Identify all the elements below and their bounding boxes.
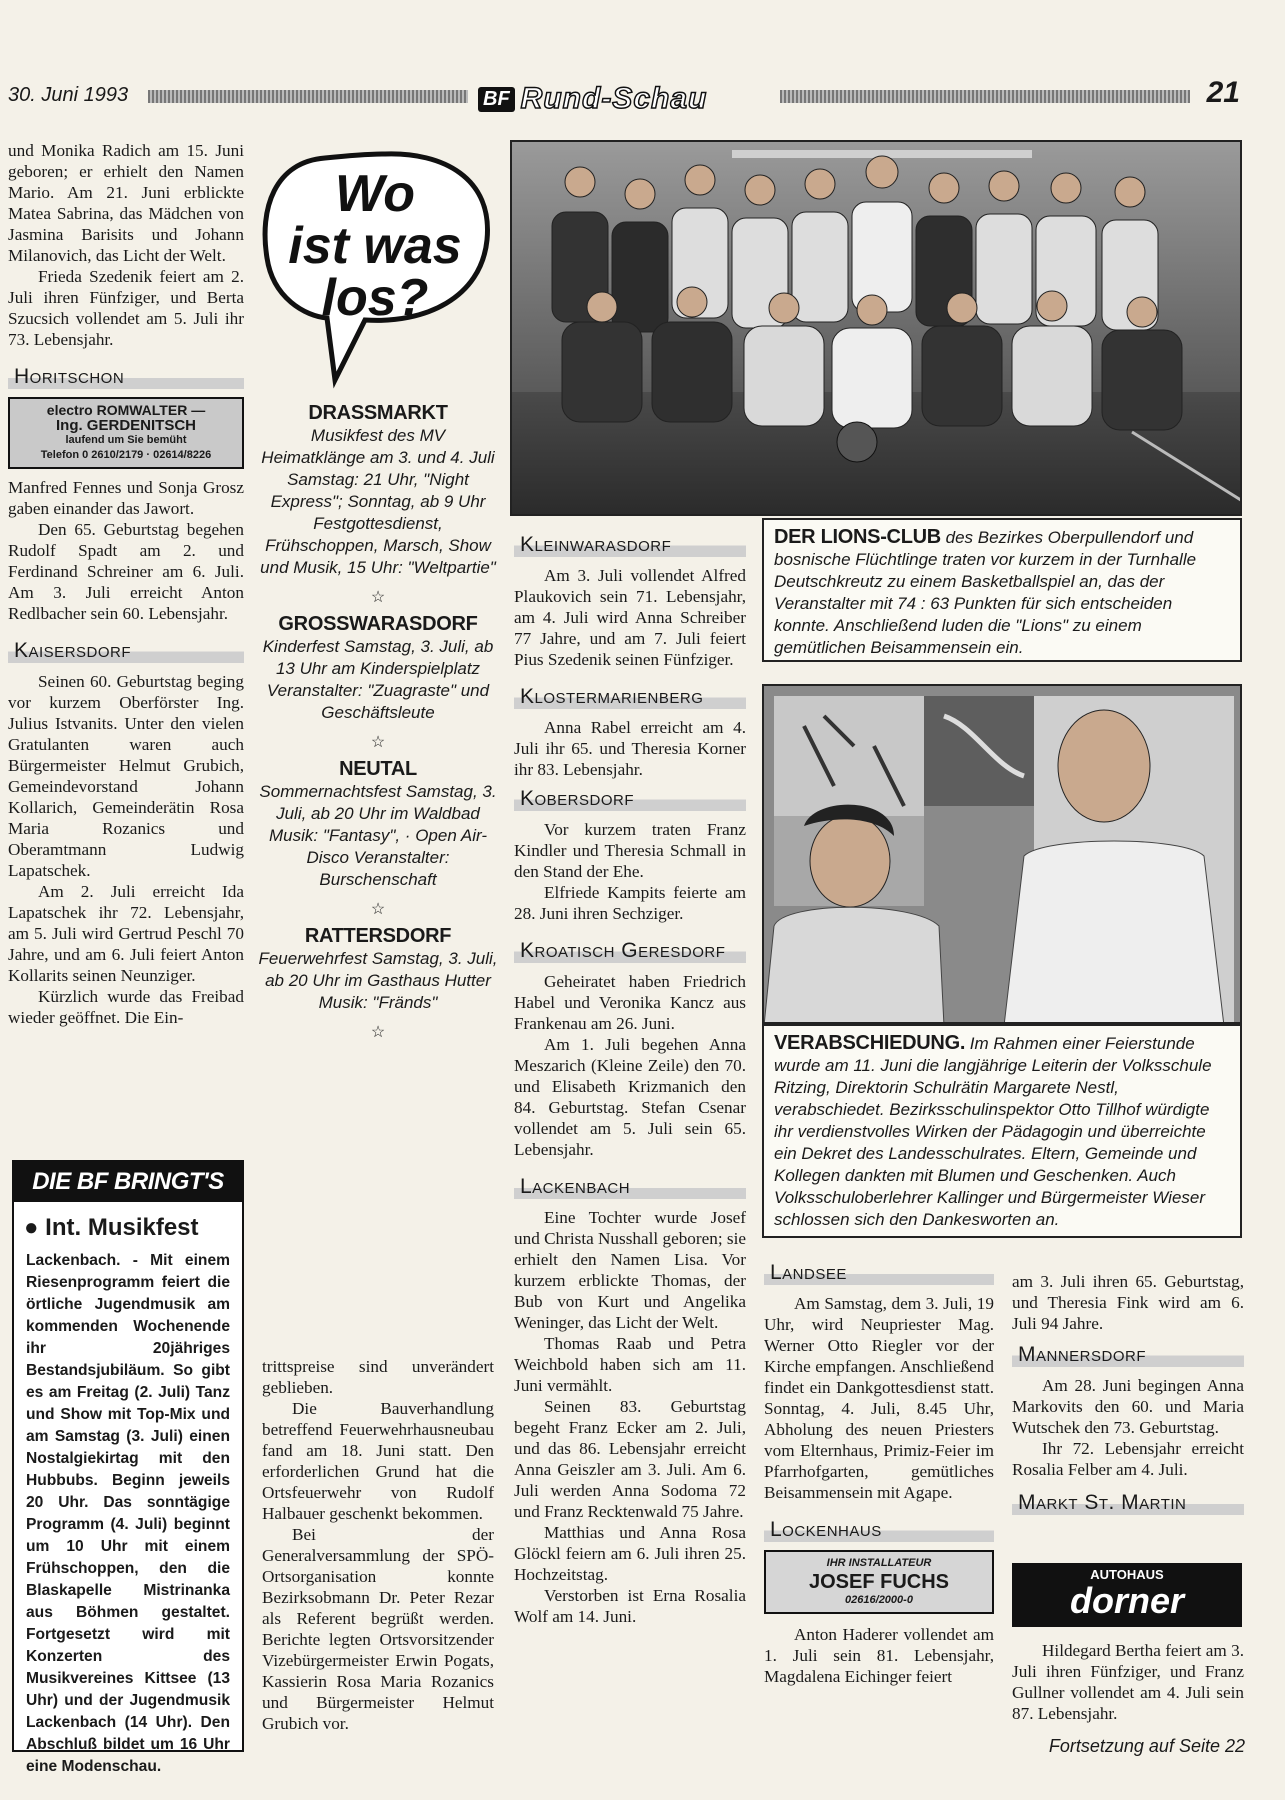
continued-note: Fortsetzung auf Seite 22 — [1048, 1736, 1245, 1756]
article-text: Am 2. Juli erreicht Ida Lapatschek ihr 72. Lebensjahr, am 5. Juli wird Gertrud Peschl 70 Jahre, und am 6. Juli feiert Anton Kollarits seinen Neunziger. — [8, 882, 244, 985]
article-text: Elfriede Kampits feierte am 28. Juni ihren Sechziger. — [514, 883, 746, 923]
article-text: Matthias und Anna Rosa Glöckl feiern am 6. Juli ihren 25. Hochzeitstag. — [514, 1523, 746, 1584]
article-text: Seinen 83. Geburtstag begeht Franz Ecker am 2. Juli, und das 86. Lebensjahr erreicht Anna Geiszler am 3. Juli. Am 6. Juli werden Anna Sodoma 72 und Franz Recktenwald 75 Jahre. — [514, 1397, 746, 1521]
caption-text: Im Rahmen einer Feierstunde wurde am 11. Juni die langjährige Leiterin der Volksschule Ritzing, Direktorin Schulrätin Margarete Nestl, verabschiedet. Bezirksschulinspektor Otto Tillhof würdigte ihr verdienstvolles Wirken der Pädagogin und überreichte ein Dekret des Landesschulrates. Eltern, Gemeinde und Kollegen dankten mit Blumen und Geschenken. Auch Volksschuloberlehrer Kallinger und Bürgermeister Wieser schlossen sich den Dankesworten an. — [774, 1034, 1212, 1229]
article-text: Thomas Raab und Petra Weichbold haben sich am 11. Juni vermählt. — [514, 1334, 746, 1395]
subtitle-text: Int. Musikfest — [45, 1214, 199, 1241]
star-icon: ☆ — [370, 1024, 386, 1041]
article-text: am 3. Juli ihren 65. Geburtstag, und Theresia Fink wird am 6. Juli 94 Jahre. — [1012, 1272, 1244, 1333]
section-heading-lackenbach: Lackenbach — [514, 1174, 746, 1199]
event-title: RATTERSDORF — [304, 925, 452, 947]
section-heading-horitschon: Horitschon — [8, 364, 244, 389]
star-icon: ☆ — [370, 589, 386, 606]
event-body: Kinderfest Samstag, 3. Juli, ab 13 Uhr am Kinderspielplatz Veranstalter: "Zuagraste" und Geschäftsleute — [262, 637, 494, 722]
article-text: Hildegard Bertha feiert am 3. Juli ihren Fünfziger, und Franz Gullner vollendet am 4. Juli sein 87. Lebensjahr. — [1012, 1641, 1244, 1723]
bubble-line: Wo — [335, 165, 415, 223]
event-title: DRASSMARKT — [308, 402, 448, 424]
article-text: Anna Rabel erreicht am 4. Juli ihr 65. und Theresia Korner ihr 83. Lebensjahr. — [514, 718, 746, 779]
event-title: NEUTAL — [339, 758, 417, 780]
article-text: Eine Tochter wurde Josef und Christa Nusshall geboren; sie erhielt den Namen Lisa. Vor kurzem erblickte Thomas, der Bub von Kurt und Angelika Weninger, das Licht der Welt. — [514, 1208, 746, 1332]
caption-farewell — [762, 1024, 1242, 1238]
speech-bubble-text — [260, 165, 490, 327]
section-heading-klostermarienberg: Klostermarienberg — [514, 684, 746, 709]
article-text: Anton Haderer vollendet am 1. Juli sein 81. Lebensjahr, Magdalena Eichinger feiert — [764, 1625, 994, 1686]
article-text: Frieda Szedenik feiert am 2. Juli ihren Fünfziger, und Berta Szucsich vollendet am 5. Juli ihr 73. Lebensjahr. — [8, 267, 244, 349]
ad-line: IHR INSTALLATEUR — [826, 1557, 932, 1569]
ad-electro-romwalter — [8, 397, 244, 469]
article-text: Bei der Generalversammlung der SPÖ-Ortsorganisation konnte Bezirksobmann Dr. Peter Rezar als Referent begrüßt werden. Berichte legten Ortsvorsitzender Vizebürgermeister Erwin Pogats, Kassierin Rosa Maria Rozanics und Bürgermeister Helmut Grubich vor. — [262, 1525, 494, 1733]
article-text: Seinen 60. Geburtstag beging vor kurzem Oberförster Ing. Julius Istvanits. Unter den vielen Gratulanten waren auch Bürgermeister Helmut Grubich, Gemeindevorstand Johann Kollarich, Gemeinderätin Rosa Maria Rozanics und Oberamtmann Ludwig Lapatschek. — [8, 672, 244, 880]
photo-basketball-team — [510, 140, 1242, 516]
photo-farewell — [762, 684, 1242, 1024]
photo-farewell-image — [764, 686, 1242, 1024]
article-text: Verstorben ist Erna Rosalia Wolf am 14. Juni. — [514, 1586, 746, 1626]
ad-line: AUTOHAUS — [1090, 1567, 1164, 1582]
bf-bringts-subtitle — [14, 1202, 242, 1250]
section-heading-lockenhaus: Lockenhaus — [764, 1517, 994, 1542]
bubble-line: los? — [321, 269, 429, 327]
caption-lead: DER LIONS-CLUB — [774, 526, 941, 548]
article-text: Am Samstag, dem 3. Juli, 19 Uhr, wird Neupriester Mag. Werner Otto Riegler vor der Kirche empfangen. Anschließend findet ein Dankgottesdienst statt. Sonntag, 4. Juli, 8.45 Uhr, Abholung des neuen Priesters vom Elternhaus, Primiz-Feier im Pfarrhofgarten, gemütliches Beisammensein mit Agape. — [764, 1294, 994, 1502]
header-rule-left — [148, 90, 468, 103]
bf-bringts-box — [12, 1160, 244, 1775]
article-text: und Monika Radich am 15. Juni geboren; er erhielt den Namen Mario. Am 21. Juni erblickte Matea Sabrina, das Mädchen von Jasmina Barisits und Johann Milanovich, das Licht der Welt. — [8, 141, 244, 265]
section-heading-markt-st-martin: Markt St. Martin — [1012, 1490, 1244, 1515]
page-number: 21 — [1206, 76, 1240, 109]
event-title: GROSSWARASDORF — [278, 613, 478, 635]
bf-bringts-title: DIE BF BRINGT'S — [14, 1162, 242, 1202]
section-heading-kobersdorf: Kobersdorf — [514, 786, 746, 811]
article-text: Ihr 72. Lebensjahr erreicht Rosalia Felber am 4. Juli. — [1012, 1439, 1244, 1479]
section-heading-kleinwarasdorf: Kleinwarasdorf — [514, 532, 746, 557]
bf-logo: BF — [478, 87, 515, 112]
article-text: trittspreise sind unverändert geblieben. — [262, 1357, 494, 1397]
article-text: Am 3. Juli vollendet Alfred Plaukovich sein 71. Lebensjahr, am 4. Juli wird Anna Schreiber 77 Jahre, und am 7. Juli feiert Pius Szedenik seinen Fünfziger. — [514, 566, 746, 669]
ad-josef-fuchs — [764, 1550, 994, 1614]
article-text: Kürzlich wurde das Freibad wieder geöffnet. Die Ein- — [8, 987, 244, 1027]
events-listing — [258, 398, 498, 1048]
ad-autohaus-dorner — [1012, 1563, 1242, 1627]
ad-line: Ing. GERDENITSCH — [55, 417, 196, 434]
ad-line: 02616/2000-0 — [845, 1594, 913, 1606]
section-heading-kaisersdorf: Kaisersdorf — [8, 638, 244, 663]
article-text: Die Bauverhandlung betreffend Feuerwehrhausneubau fand am 18. Juni statt. Den erforderlichen Grund hat die Ortsfeuerwehr von Rudolf Halbauer geschenkt bekommen. — [262, 1399, 494, 1523]
masthead-logo — [478, 82, 707, 116]
column-2-tail — [262, 1356, 494, 1734]
star-icon: ☆ — [370, 901, 386, 918]
section-heading-landsee: Landsee — [764, 1260, 994, 1285]
ad-line: JOSEF FUCHS — [808, 1571, 950, 1593]
article-text: Den 65. Geburtstag begehen Rudolf Spadt am 2. und Ferdinand Schreiner am 6. Juli. Am 3. Juli erreicht Anton Redlbacher sein 60. Lebensjahr. — [8, 520, 244, 623]
column-1 — [8, 140, 244, 1028]
header-rule-right — [780, 90, 1190, 103]
article-text: Am 1. Juli begehen Anna Meszarich (Kleine Zeile) den 70. und Elisabeth Krizmanich den 84. Geburtstag. Stefan Csenar vollendet am 5. Juli sein 65. Lebensjahr. — [514, 1035, 746, 1159]
event-body: Feuerwehrfest Samstag, 3. Juli, ab 20 Uhr im Gasthaus Hutter Musik: "Fränds" — [258, 949, 498, 1012]
section-heading-kroatisch-geresdorf: Kroatisch Geresdorf — [514, 938, 746, 963]
article-text: Am 28. Juni begingen Anna Markovits den 60. und Maria Wutschek den 73. Geburtstag. — [1012, 1376, 1244, 1437]
event-body: Musikfest des MV Heimatklänge am 3. und 4. Juli Samstag: 21 Uhr, "Night Express"; Sonntag, ab 9 Uhr Festgottesdienst, Frühschoppen, Marsch, Show und Musik, 15 Uhr: "Weltpartie" — [260, 426, 496, 577]
caption-lions-club — [762, 518, 1242, 662]
article-text: Manfred Fennes und Sonja Grosz gaben einander das Jawort. — [8, 478, 244, 518]
ad-line: dorner — [1069, 1580, 1184, 1621]
ad-line: Telefon 0 2610/2179 · 02614/8226 — [40, 449, 212, 461]
ad-line: laufend um Sie bemüht — [65, 434, 187, 446]
issue-date: 30. Juni 1993 — [8, 84, 129, 106]
bubble-line: ist was — [288, 217, 462, 275]
star-icon: ☆ — [370, 734, 386, 751]
column-5 — [1012, 1271, 1244, 1523]
rundschau-logo: Rund-Schau — [520, 82, 708, 115]
column-5-tail — [1012, 1640, 1244, 1724]
photo-basketball-team-image — [512, 142, 1242, 516]
article-text: Geheiratet haben Friedrich Habel und Veronika Kancz aus Frankenau am 26. Juni. — [514, 972, 746, 1033]
bullet-icon: ● — [24, 1214, 46, 1241]
caption-text: des Bezirkes Oberpullendorf und bosnische Flüchtlinge traten vor kurzem in der Turnhalle Deutschkreutz zu einem Basketballspiel an, das der Veranstalter mit 74 : 63 Punkten für sich entscheiden konnte. Anschließend luden die "Lions" zu einem gemütlichen Beisammensein ein. — [774, 528, 1197, 657]
article-text: Vor kurzem traten Franz Kindler und Theresia Schmall in den Stand der Ehe. — [514, 820, 746, 881]
column-3 — [514, 528, 746, 1627]
bf-bringts-body: Lackenbach. - Mit einem Riesenprogramm feiert die örtliche Jugendmusik am kommenden Wochenende ihr 20jähriges Bestandsjubiläum. So gibt es am Freitag (2. Juli) Tanz und Show mit Top-Mix und am Samstag (3. Juli) einen Nostalgiekirtag mit den Hubbubs. Beginn jeweils 20 Uhr. Das sonntägige Programm (4. Juli) beginnt um 10 Uhr mit einem Frühschoppen, den die Blaskapelle Mistrinanka aus Böhmen gestaltet. Fortgesetzt wird mit Konzerten des Musikvereines Kittsee (13 Uhr) und der Jugendmusik Lackenbach (14 Uhr). Den Abschluß bildet um 16 Uhr eine Modenschau. — [26, 1252, 230, 1775]
caption-lead: VERABSCHIEDUNG. — [774, 1032, 966, 1054]
event-body: Sommernachtsfest Samstag, 3. Juli, ab 20 Uhr im Waldbad Musik: "Fantasy", · Open Air-Disco Veranstalter: Burschenschaft — [259, 782, 497, 889]
column-4 — [764, 1260, 994, 1687]
section-heading-mannersdorf: Mannersdorf — [1012, 1342, 1244, 1367]
ad-line: electro ROMWALTER — — [46, 402, 206, 418]
